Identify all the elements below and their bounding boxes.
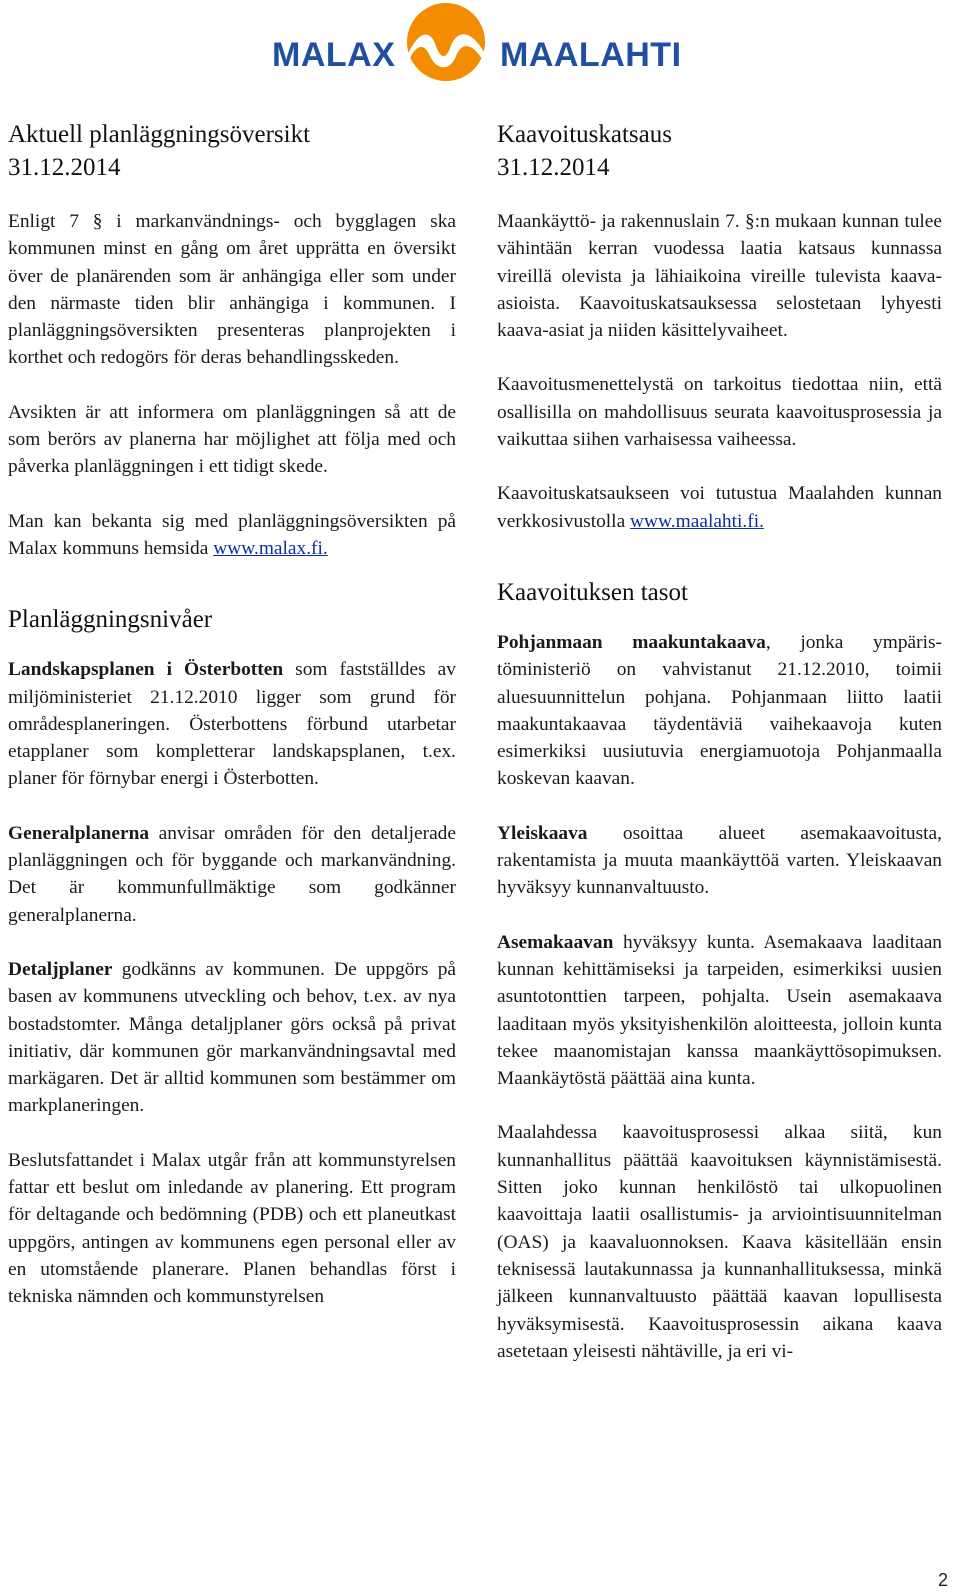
regional-plan-text: , jonka ympäristöministeriö on vahvistanut 21.12.2010, toimii aluesuunnittelun pohjana. Pohjanmaan liitto laatii maakuntakaavaa täydentäviä vaihekaavoja kuten esimerkiksi uusiutuvia energiamuotoja Pohjanmaalla koskevan kaavan. <box>497 631 942 790</box>
detail-plan-term: Asemakaavan <box>497 931 614 953</box>
title-date: 31.12.2014 <box>497 154 610 181</box>
general-plan-paragraph <box>8 820 456 929</box>
general-plan-text: osoittaa alueet asemakaavoitusta, rakentamista ja muuta maankäyttöä varten. Yleiskaavan hyväksyy kunnanvaltuusto. <box>497 822 942 899</box>
malax-maalahti-logo <box>268 2 688 84</box>
purpose-paragraph: Avsikten är att informera om planläggningen så att de som berörs av planerna har möjlighet att följa med och påverka planläggningen i ett tidigt skede. <box>8 401 456 478</box>
logo-text-malax: MALAX <box>272 36 396 74</box>
process-paragraph: Maalahdessa kaavoitusprosessi alkaa siitä, kun kunnanhallitus päättää kaavoituksen käynnistämisestä. Sitten joko kunnan henkilöstö tai ulkopuolinen kaavoittaja laatii osallistumis- ja arviointisuunnitelman (OAS) ja kaavaluonnoksen. Kaava käsitellään ensin teknisessä lautakunnassa ja kunnanhallituksessa, minkä jälkeen kunnanvaltuusto päättää kaavan lopullisesta hyväksymisestä. Kaavoitusprosessin aikana kaava asetetaan yleisesti nähtäville, ja eri vi- <box>497 1122 942 1362</box>
section-heading-sv: Planläggningsnivåer <box>8 606 213 634</box>
regional-plan-term: Landskapsplanen i Österbotten <box>8 659 284 681</box>
regional-plan-term: Pohjanmaan maakuntakaava <box>497 631 766 653</box>
logo-text-maalahti: MAALAHTI <box>500 36 682 74</box>
intro-paragraph: Enligt 7 § i markanvändnings- och bygglagen ska kommunen minst en gång om året upprätta en översikt över de planärenden som är anhängiga eller som under den närmaste tiden blir anhängiga i kommunen. I planläggningsöversikten presenteras planprojekten i korthet och redogörs för deras behandlingsskeden. <box>8 211 456 369</box>
purpose-paragraph: Kaavoitusmenettelystä on tarkoitus tiedottaa niin, että osallisilla on mahdollisuus seurata kaavoitusprosessia ja vaikuttaa siihen varhaisessa vaiheessa. <box>497 374 942 451</box>
general-plan-paragraph <box>497 820 942 902</box>
page-title-sv <box>8 118 456 184</box>
regional-plan-paragraph <box>497 629 942 793</box>
detail-plan-text: hyväksyy kunta. Asemakaava laaditaan kunnan kehittämiseksi ja tarpeiden, esimerkiksi uusien asuntotonttien tarpeen, pohjalta. Usein asemakaava laaditaan myös yksityishenkilön aloitteesta, jolloin kunta tekee maanomistajan kanssa maankäyttösopimuksen. Maankäytöstä päättää aina kunta. <box>497 931 942 1090</box>
website-text: Man kan bekanta sig med planläggningsöversikten på Malax kommuns hemsida <box>8 510 456 559</box>
title-text: Kaavoituskatsaus <box>497 121 672 148</box>
finnish-column <box>497 118 942 1365</box>
detail-plan-text: godkänns av kommunen. De uppgörs på basen av kommunens utveckling och behov, t.ex. av nya bostadstomter. Många detaljplaner görs också på privat initiativ, där kommunen gör markanvändningsavtal med markägaren. Det är alltid kommunen som bestämmer om markplaneringen. <box>8 958 456 1117</box>
logo-wave-icon <box>396 2 496 84</box>
general-plan-term: Yleiskaava <box>497 822 588 844</box>
detail-plan-paragraph <box>8 956 456 1120</box>
general-plan-text: anvisar områden för den detaljerade planläggningen och för byggande och markanvändning. Det är kommunfullmäktige som godkänner generalplanerna. <box>8 822 456 926</box>
regional-plan-text: som fastställdes av miljöministeriet 21.12.2010 ligger som grund för områdesplaneringen. Österbottens förbund utarbetar etapplaner som kompletterar landskapsplanen, t.ex. planer för förnybar energi i Österbotten. <box>8 659 456 790</box>
title-text: Aktuell planläggningsöversikt <box>8 121 311 148</box>
swedish-column <box>8 118 456 1311</box>
intro-paragraph: Maankäyttö- ja rakennuslain 7. §:n mukaan kunnan tulee vähintään kerran vuodessa laatia katsaus kunnassa vireillä olevista ja lähiaikoina vireille tulevista kaava-asioista. Kaavoituskatsauksessa selostetaan lyhyesti kaava-asiat ja niiden käsittelyvaiheet. <box>497 211 942 342</box>
detail-plan-paragraph <box>497 929 942 1093</box>
page-title-fi <box>497 118 942 184</box>
website-paragraph <box>8 508 456 563</box>
regional-plan-paragraph <box>8 656 456 792</box>
website-paragraph <box>497 480 942 535</box>
website-text: Kaavoituskatsaukseen voi tutustua Maalahden kunnan verkkosivustolla <box>497 483 942 532</box>
page-number: 2 <box>937 1570 948 1590</box>
malax-website-link[interactable]: www.malax.fi. <box>213 537 328 559</box>
title-date: 31.12.2014 <box>8 154 121 181</box>
detail-plan-term: Detaljplaner <box>8 958 113 980</box>
decision-paragraph: Beslutsfattandet i Malax utgår från att kommunstyrelsen fattar ett beslut om inledande av planering. Ett program för deltagande och bedömning (PDB) och ett planeutkast uppgörs, antingen av kommunens egen personal eller av en utomstående planerare. Planen behandlas först i tekniska nämnden och kommunstyrelsen <box>8 1149 456 1308</box>
general-plan-term: Generalplanerna <box>8 822 150 844</box>
section-heading-fi: Kaavoituksen tasot <box>497 578 688 606</box>
maalahti-website-link[interactable]: www.maalahti.fi. <box>630 510 764 532</box>
